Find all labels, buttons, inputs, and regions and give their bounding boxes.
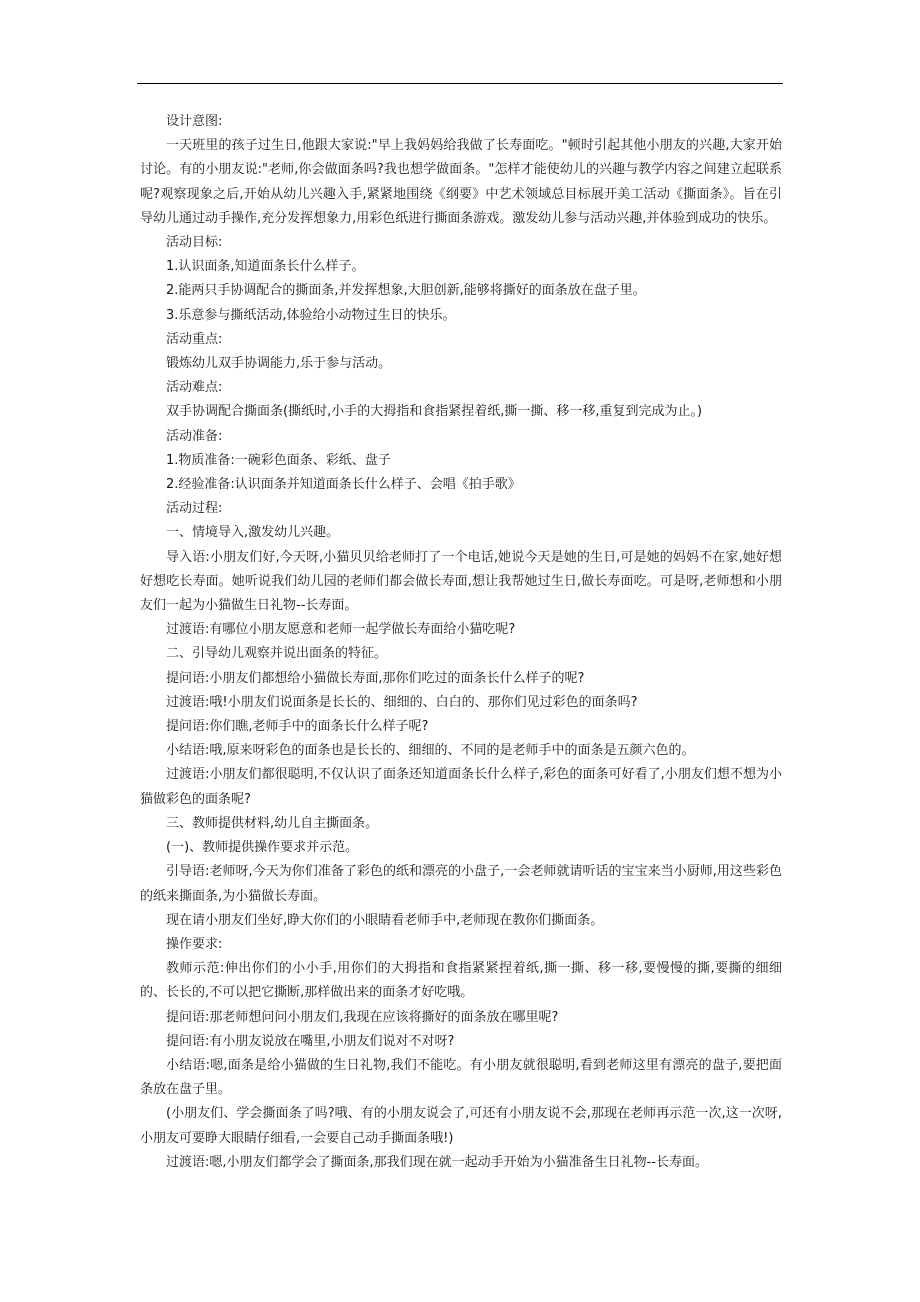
paragraph-summary-1: 小结语:哦,原来呀彩色的面条也是长长的、细细的、不同的是老师手中的面条是五颜六色的。 [166,743,695,759]
process-step-3-heading: 三、教师提供材料,幼儿自主撕面条。 [166,815,379,831]
document-body [140,110,782,1175]
paragraph-transition-1: 过渡语:有哪位小朋友愿意和老师一起学做长寿面给小猫吃呢? [166,622,516,638]
paragraph-transition-4: 过渡语:嗯,小朋友们都学会了撕面条,那我们现在就一起动手开始为小猫准备生日礼物--长寿面。 [166,1154,709,1170]
goal-item-1: 1.认识面条,知道面条长什么样子。 [166,259,365,275]
paragraph-question-1: 提问语:小朋友们都想给小猫做长寿面,那你们吃过的面条长什么样子的呢? [166,670,585,686]
goal-item-3: 3.乐意参与撕纸活动,体验给小动物过生日的快乐。 [166,307,456,323]
section-heading-process: 活动过程: [166,501,223,517]
paragraph-intro-speech: 导入语:小朋友们好,今天呀,小猫贝贝给老师打了一个电话,她说今天是她的生日,可是她的妈妈不在家,她好想好想吃长寿面。她听说我们幼儿园的老师们都会做长寿面,想让我帮她过生日,做长寿面吃。可是呀,老师想和小朋友们一起为小猫做生日礼物--长寿面。 [140,549,782,614]
paragraph-aside: (小朋友们、学会撕面条了吗?哦、有的小朋友说会了,可还有小朋友说不会,那现在老师再示范一次,这一次呀,小朋友可要睁大眼睛仔细看,一会要自己动手撕面条哦!) [140,1106,782,1146]
section-heading-key-point: 活动重点: [166,331,223,347]
paragraph-demonstration: 教师示范:伸出你们的小小手,用你们的大拇指和食指紧紧捏着纸,撕一撕、移一移,要慢慢的撕,要撕的细细的、长长的,不可以把它撕断,那样做出来的面条才好吃哦。 [140,961,782,1001]
process-substep-1-heading: (一)、教师提供操作要求并示范。 [166,840,359,856]
preparation-item-1: 1.物质准备:一碗彩色面条、彩纸、盘子 [166,452,391,468]
paragraph-question-2: 提问语:你们瞧,老师手中的面条长什么样子呢? [166,719,429,735]
paragraph-question-4: 提问语:有小朋友说放在嘴里,小朋友们说对不对呀? [166,1033,455,1049]
paragraph-difficulty: 双手协调配合撕面条(撕纸时,小手的大拇指和食指紧捏着纸,撕一撕、移一移,重复到完成为止。) [166,404,703,420]
section-heading-design-intent: 设计意图: [166,114,223,129]
paragraph-guide-speech: 引导语:老师呀,今天为你们准备了彩色的纸和漂亮的小盘子,一会老师就请听话的宝宝来当小厨师,用这些彩色的纸来撕面条,为小猫做长寿面。 [140,864,782,904]
section-heading-goals: 活动目标: [166,235,223,251]
goal-item-2: 2.能两只手协调配合的撕面条,并发挥想象,大胆创新,能够将撕好的面条放在盘子里。 [166,283,646,299]
section-heading-difficulty: 活动难点: [166,380,223,396]
paragraph-key-point: 锻炼幼儿双手协调能力,乐于参与活动。 [166,356,392,372]
process-step-1-heading: 一、情境导入,激发幼儿兴趣。 [166,525,340,541]
paragraph-summary-2: 小结语:嗯,面条是给小猫做的生日礼物,我们不能吃。有小朋友就很聪明,看到老师这里有漂亮的盘子,要把面条放在盘子里。 [140,1057,782,1098]
section-heading-preparation: 活动准备: [166,428,223,444]
paragraph-design-intent: 一天班里的孩子过生日,他跟大家说:"早上我妈妈给我做了长寿面吃。"顿时引起其他小朋友的兴趣,大家开始讨论。有的小朋友说:"老师,你会做面条吗?我也想学做面条。"怎样才能使幼儿的兴趣与教学内容之间建立起联系呢?观察现象之后,开始从幼儿兴趣入手,紧紧地围绕《纲要》中艺术领域总目标展开美工活动《撕面条》。旨在引导幼儿通过动手操作,充分发挥想象力,用彩色纸进行撕面条游戏。激发幼儿参与活动兴趣,并体验到成功的快乐。 [140,138,782,226]
preparation-item-2: 2.经验准备:认识面条并知道面条长什么样子、会唱《拍手歌》 [166,477,521,493]
paragraph-transition-3: 过渡语:小朋友们都很聪明,不仅认识了面条还知道面条长什么样子,彩色的面条可好看了,小朋友们想不想为小猫做彩色的面条呢? [140,767,782,807]
paragraph-transition-2: 过渡语:哦!小朋友们说面条是长长的、细细的、白白的、那你们见过彩色的面条吗? [166,694,638,710]
process-step-2-heading: 二、引导幼儿观察并说出面条的特征。 [166,646,388,662]
section-heading-operation: 操作要求: [166,936,223,952]
header-rule [137,83,783,84]
paragraph-question-3: 提问语:那老师想问问小朋友们,我现在应该将撕好的面条放在哪里呢? [166,1009,559,1025]
paragraph-instruction: 现在请小朋友们坐好,睁大你们的小眼睛看老师手中,老师现在教你们撕面条。 [166,912,604,928]
